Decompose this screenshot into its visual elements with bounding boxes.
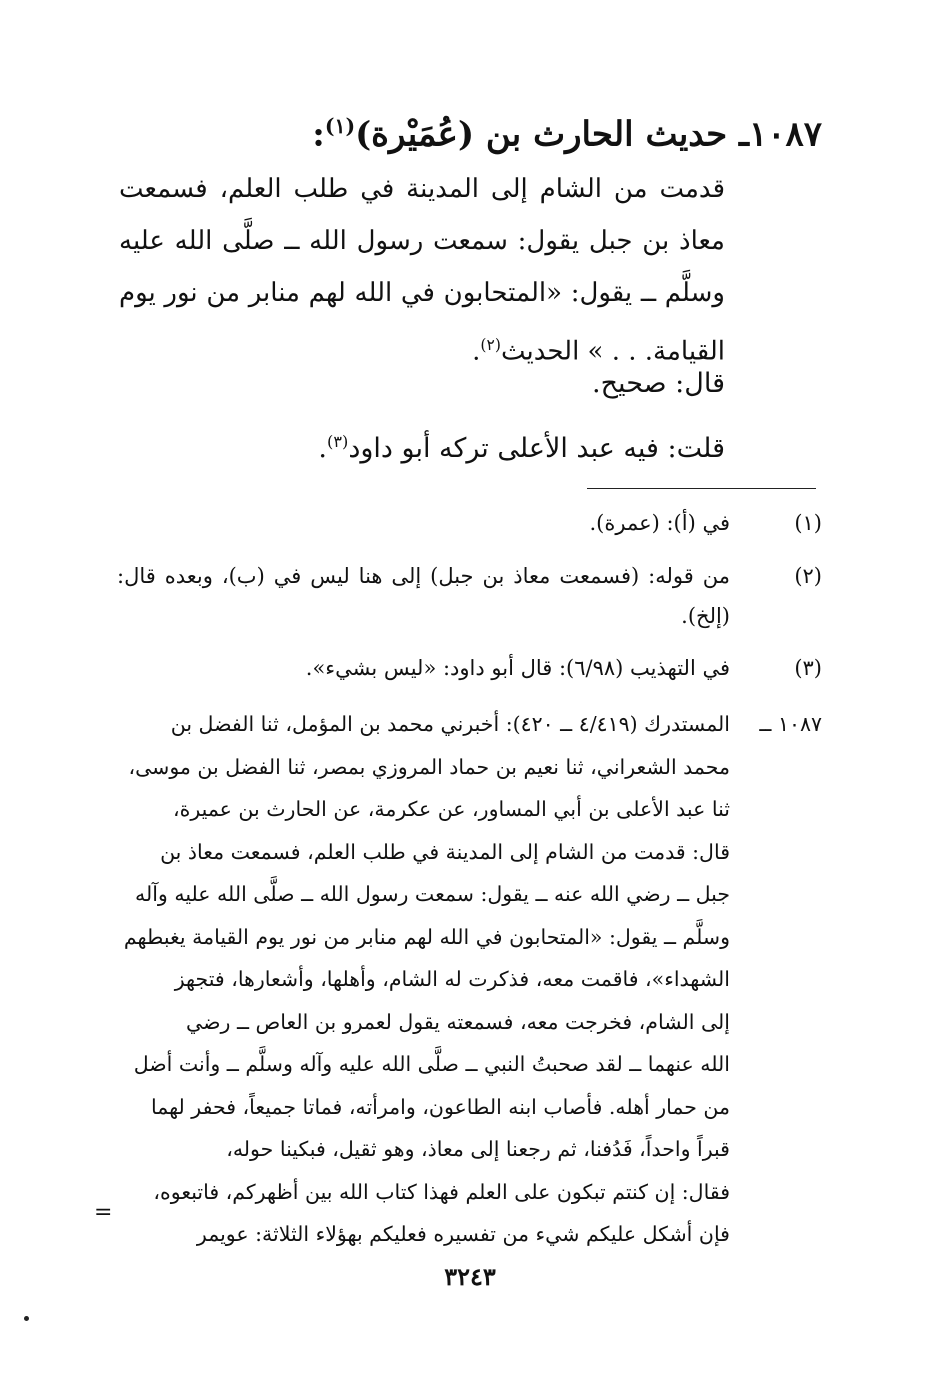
takhrij-line: من حمار أهله. فأصاب ابنه الطاعون، وامرأته، فماتا جميعاً، فحفر لهما: [150, 1094, 730, 1119]
footnote-number: (٢): [794, 564, 822, 588]
takhrij-line: قبراً واحداً، فَدُفنا، ثم رجعنا إلى معاذ، وهو ثقيل، فبكينا حوله،: [226, 1137, 730, 1161]
takhrij-line: فإن أشكل عليكم شيء من تفسيره فعليكم بهؤلاء الثلاثة: عويمر: [196, 1222, 730, 1246]
takhrij-line: الله عنهما ــ لقد صحبتُ النبي ــ صلَّى الله عليه وآله وسلَّم ــ وأنت أضل: [133, 1052, 730, 1076]
takhrij-line: محمد الشعراني، ثنا نعيم بن حماد المروزي بمصر، ثنا الفضل بن موسى،: [128, 754, 730, 779]
paragraph-end: .: [472, 336, 481, 367]
hadith-title: ـ حديث الحارث بن (عُمَيْرة): [355, 114, 749, 155]
qal-line: قال: صحيح.: [592, 368, 725, 399]
scan-speck: [24, 1316, 29, 1321]
footnote-divider: [587, 488, 816, 489]
qult-line: [119, 420, 725, 471]
footnote-1: [117, 503, 822, 543]
qult-end: .: [318, 433, 327, 464]
footnote-ref: (٣): [326, 432, 349, 451]
takhrij-line: فقال: إن كنتم تبكون على العلم فهذا كتاب الله بين أظهركم، فاتبعوه،: [153, 1179, 730, 1204]
takhrij-line: قال: قدمت من الشام إلى المدينة في طلب العلم، فسمعت معاذ بن: [160, 839, 730, 864]
qult-text: قلت: فيه عبد الأعلى تركه أبو داود: [348, 433, 725, 464]
takhrij-line: ثنا عبد الأعلى بن أبي المساور، عن عكرمة، عن الحارث بن عميرة،: [172, 797, 730, 821]
hadith-paragraph: [119, 163, 725, 378]
footnote-2: [117, 556, 822, 636]
footnote-ref: (٢): [480, 336, 501, 354]
takhrij-number: ١٠٨٧ ــ: [759, 712, 822, 736]
takhrij-line: الشهداء»، فاقمت معه، فذكرت له الشام، وأهلها، وأشعارها، فتجهز: [174, 967, 730, 991]
hadith-number: ١٠٨٧: [748, 114, 822, 155]
continuation-mark: =: [94, 1200, 113, 1225]
source-takhrij: [117, 703, 822, 1256]
footnote-ref: (١): [324, 114, 356, 138]
hadith-text: [119, 163, 725, 378]
takhrij-line: المستدرك (٤/٤١٩ ــ ٤٢٠): أخبرني محمد بن المؤمل، ثنا الفضل بن: [170, 712, 730, 736]
takhrij-line: وسلَّم ــ يقول: «المتحابون في الله لهم منابر من نور يوم القيامة يغبطهم: [123, 924, 730, 949]
hadith-heading: [102, 104, 822, 156]
takhrij-line: جبل ــ رضي الله عنه ــ يقول: سمعت رسول الله ــ صلَّى الله عليه وآله: [135, 882, 730, 906]
footnote-number: (١): [794, 511, 822, 535]
footnote-text: في (أ): (عمرة).: [589, 511, 730, 535]
takhrij-line: إلى الشام، فخرجت معه، فسمعته يقول لعمرو بن العاص ــ رضي: [186, 1009, 730, 1034]
footnote-text: في التهذيب (٦/٩٨): قال أبو داود: «ليس بشيء».: [305, 656, 730, 680]
hadith-body: قدمت من الشام إلى المدينة في طلب العلم، فسمعت معاذ بن جبل يقول: سمعت رسول الله ــ صلَّى الله عليه وسلَّم ــ يقول: «المتحابون في الله لهم منابر من نور يوم القيامة. . . » الحديث: [119, 174, 725, 367]
heading-colon: :: [312, 114, 325, 155]
page-number: ٣٢٤٣: [444, 1262, 496, 1291]
footnote-3: [117, 648, 822, 688]
footnote-text: من قوله: (فسمعت معاذ بن جبل) إلى هنا ليس في (ب)، وبعده قال: (إلخ).: [117, 564, 730, 628]
footnote-number: (٣): [794, 656, 822, 680]
